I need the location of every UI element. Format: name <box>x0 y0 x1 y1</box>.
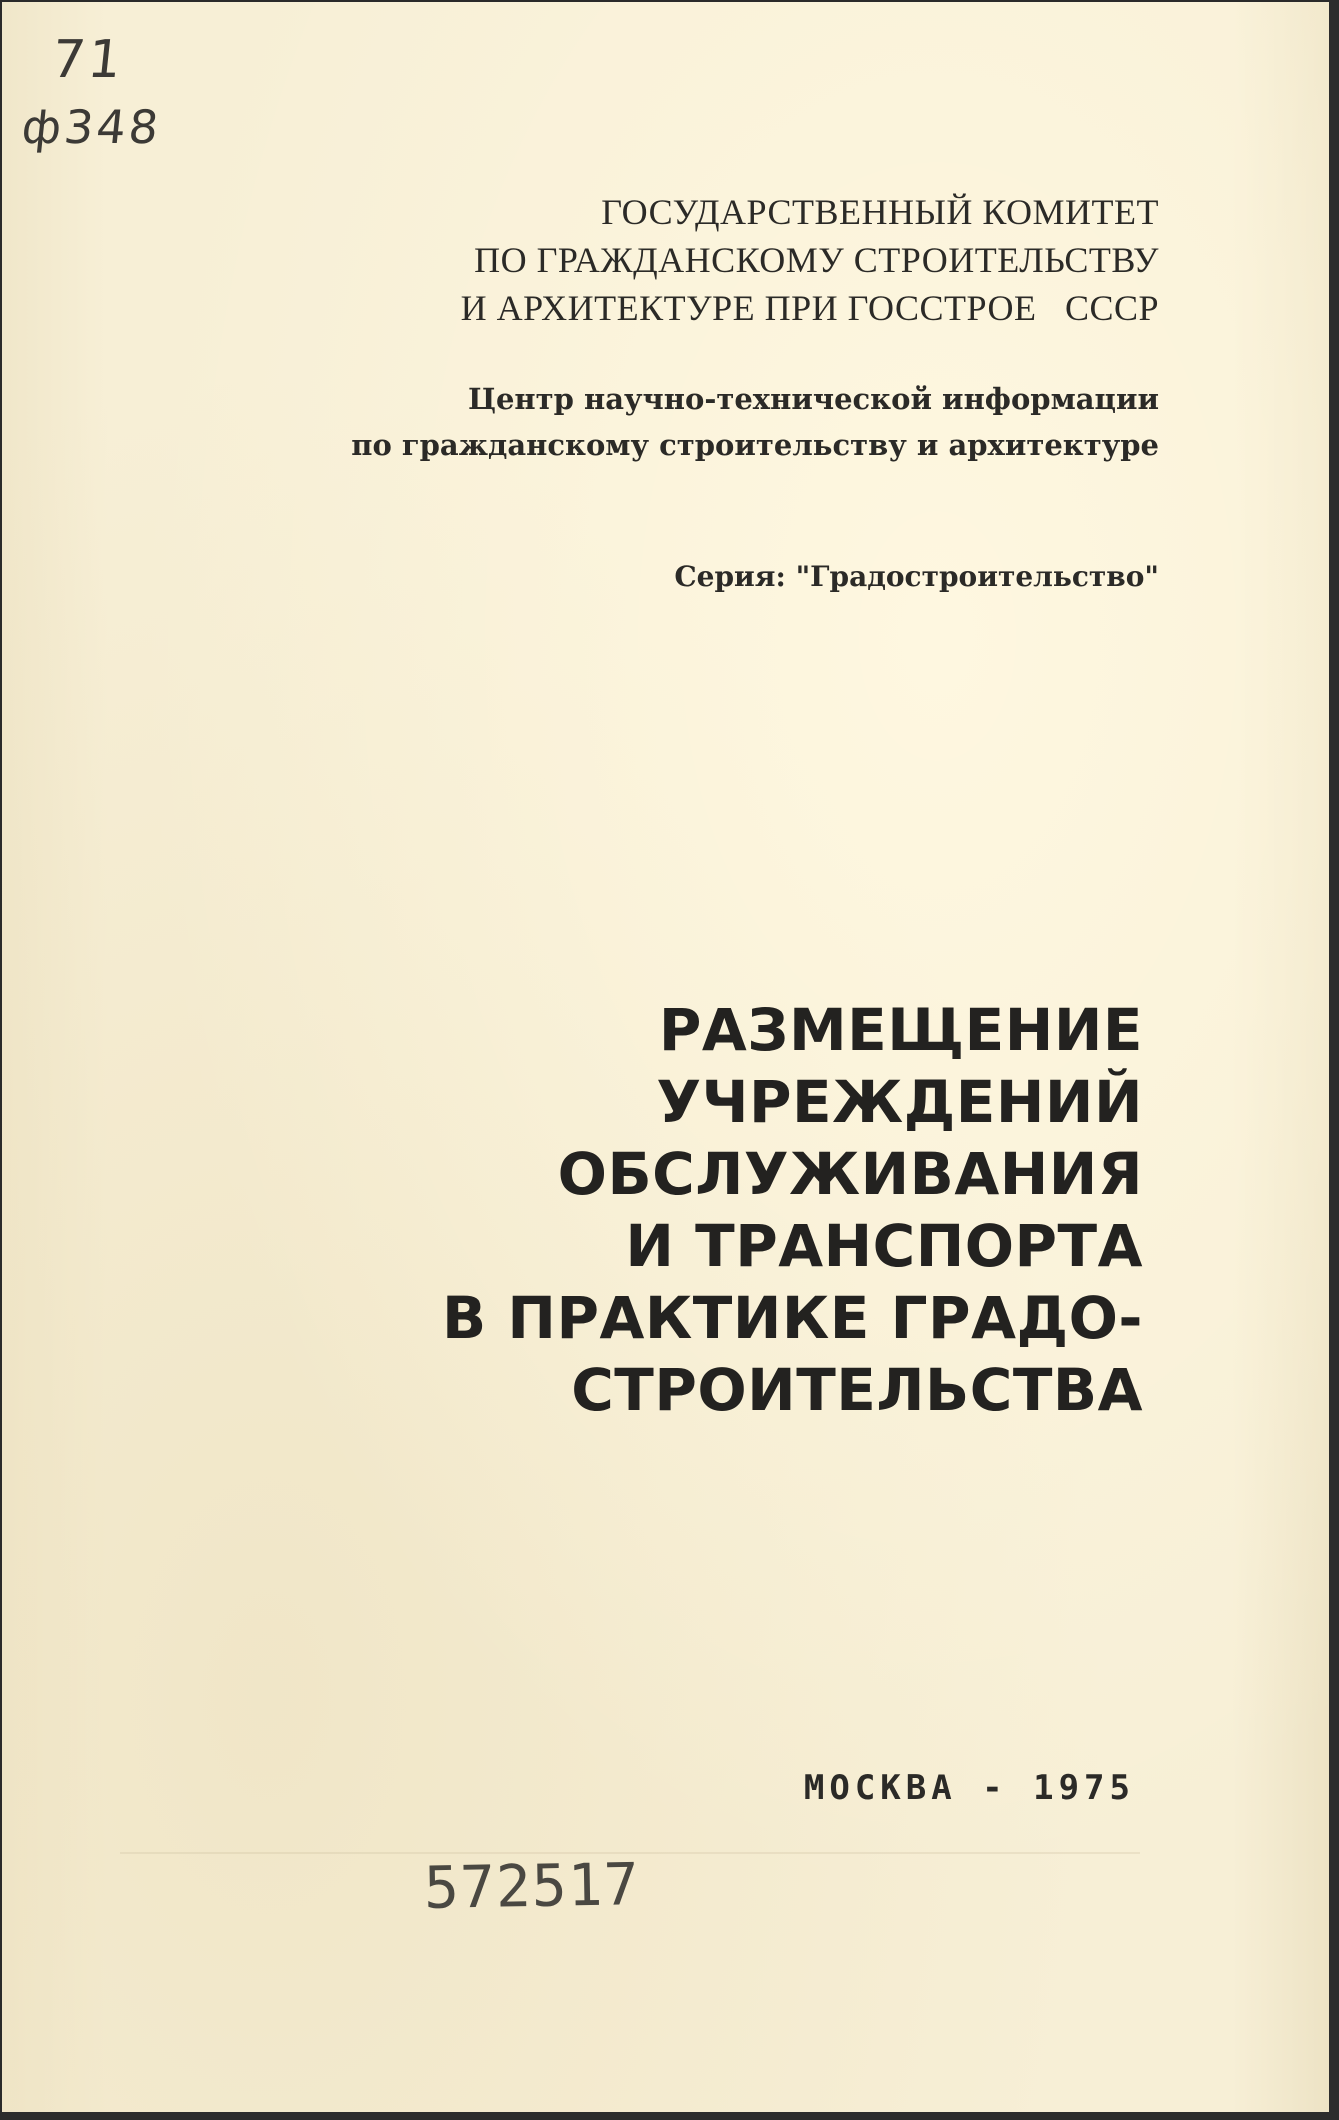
committee-line: И АРХИТЕКТУРЕ ПРИ ГОССТРОЕ СССР <box>460 288 1159 328</box>
inventory-stamp-number: 572517 <box>423 1850 641 1922</box>
scan-edge-right <box>1329 0 1339 2120</box>
committee-line: ПО ГРАЖДАНСКОМУ СТРОИТЕЛЬСТВУ <box>474 240 1159 280</box>
center-line: по гражданскому строительству и архитектуре <box>351 428 1159 462</box>
title-line: В ПРАКТИКЕ ГРАДО- <box>442 1284 1143 1352</box>
title-line: РАЗМЕЩЕНИЕ <box>658 996 1143 1064</box>
scan-edge-bottom <box>0 2112 1339 2120</box>
handwritten-note-1: 71 <box>48 30 128 90</box>
document-title <box>442 994 1143 1426</box>
title-line: И ТРАНСПОРТА <box>625 1212 1143 1280</box>
handwritten-note-2: ф348 <box>19 100 164 154</box>
title-line: ОБСЛУЖИВАНИЯ <box>557 1140 1143 1208</box>
center-line: Центр научно-технической информации <box>467 382 1159 416</box>
series-label: Серия: "Градостроительство" <box>674 560 1159 593</box>
title-line: СТРОИТЕЛЬСТВА <box>571 1356 1143 1424</box>
committee-line: ГОСУДАРСТВЕННЫЙ КОМИТЕТ <box>601 192 1159 232</box>
title-line: УЧРЕЖДЕНИЙ <box>656 1068 1143 1136</box>
city-year: МОСКВА - 1975 <box>803 1768 1135 1808</box>
committee-heading <box>461 188 1159 332</box>
center-heading <box>351 376 1159 468</box>
